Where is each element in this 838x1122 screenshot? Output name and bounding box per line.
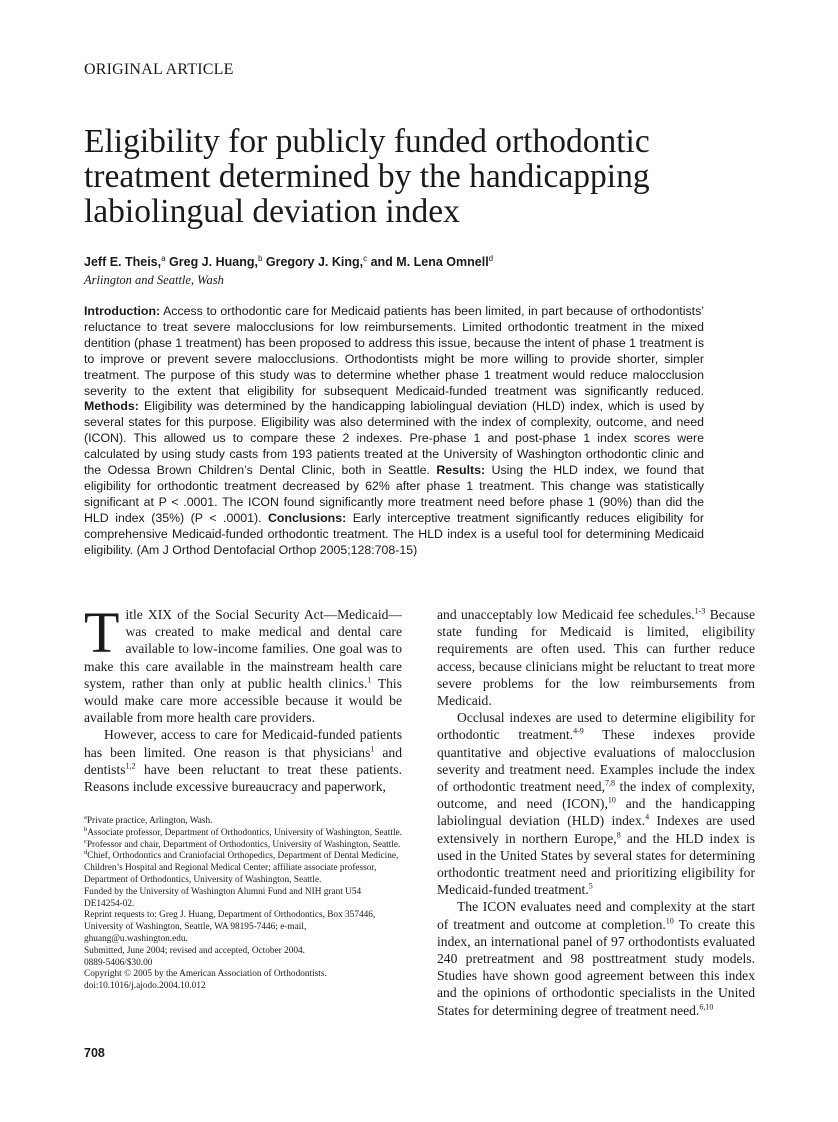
body-column-right (437, 606, 755, 1019)
page-number: 708 (84, 1046, 105, 1060)
citation-ref: 4-9 (573, 726, 584, 736)
funding-note: Funded by the University of Washington Alumni Fund and NIH grant U54 DE14254-02. (84, 886, 362, 909)
text-run: Because state funding for Medicaid is limited, eligibility requirements are often used. This can further reduce access, because clinicians might be reluctant to treat more severe problems for the low reimbursements from Medicaid. (437, 607, 755, 709)
paragraph-content (437, 899, 755, 1017)
body-paragraph (84, 726, 402, 795)
text-run: itle XIX of the Social Security Act—Medicaid—was created to make medical and dental care available to low-income families. One goal was to make this care available in the mainstream health care system, rather than only at public health clinics. (84, 607, 402, 691)
text-run: To create this index, an international panel of 97 orthodontists evaluated 240 pretreatment and 98 posttreatment study models. Studies have shown good agreement between this index and the opinions of orthodontic specialists in the United States for determining degree of treatment need. (437, 916, 755, 1018)
text-run: However, access to care for Medicaid-funded patients has been limited. One reason is that physicians (84, 727, 402, 760)
author-name: Greg J. Huang, (165, 255, 258, 270)
author-name: Jeff E. Theis, (84, 255, 162, 270)
abstract-label: Results: (436, 463, 486, 478)
body-paragraph (437, 709, 755, 898)
citation-ref: 5 (588, 881, 593, 891)
citation-ref: 1,2 (125, 761, 136, 771)
title-line: Eligibility for publicly funded orthodontic (84, 123, 650, 160)
footnote-mark: a (84, 813, 87, 821)
abstract-text: Using the HLD index, we found that eligibility for orthodontic treatment decreased by 62% after phase 1 treatment. This change was statistically significant at P < .0001. The ICON found significantly more treatment need before phase 1 (90%) than did the HLD index (35%) (P < .0001). (84, 463, 704, 525)
citation-ref: 10 (607, 795, 616, 805)
footnote-mark: d (84, 849, 88, 857)
doi: doi:10.1016/j.ajodo.2004.10.012 (84, 981, 206, 992)
author-name: Gregory J. King, (262, 255, 364, 270)
body-paragraph (437, 898, 755, 1018)
text-run: have been reluctant to treat these patients. Reasons include excessive bureaucracy and paperwork, (84, 761, 402, 795)
abstract-text: Eligibility was determined by the handicapping labiolingual deviation (HLD) index, which is used by several states for this purpose. Eligibility was also determined with the index of complexity, outcome, and need (ICON). This allowed us to compare these 2 indexes. Pre-phase 1 and post-phase 1 index scores were calculated by using study casts from 193 patients treated at the University of Washington orthodontic clinic and the Odessa Brown Children’s Dental Clinic, both in Seattle. (84, 399, 704, 478)
footnote-mark: b (84, 825, 88, 833)
issn-price: 0889-5406/$30.00 (84, 957, 153, 968)
citation-ref: 10 (665, 916, 674, 926)
text-run: Indexes are used extensively in northern Europe, (437, 813, 756, 846)
reprint-requests (84, 910, 402, 945)
text-run: This would make care more accessible because it would be available from more health care providers. (84, 675, 402, 726)
body-paragraph (84, 600, 402, 726)
title-line: treatment determined by the handicapping (84, 158, 650, 195)
drop-cap: T (84, 600, 120, 665)
abstract (84, 304, 704, 559)
abstract-label: Methods: (84, 399, 139, 414)
body-paragraph (437, 606, 755, 709)
footnote (84, 837, 402, 852)
citation-ref: 1-3 (694, 606, 706, 616)
article-title (84, 124, 764, 229)
footnote (84, 813, 402, 828)
text-run: and dentists (84, 744, 402, 777)
paragraph-content (437, 710, 755, 897)
paragraph-content (84, 727, 402, 794)
citation-ref: 6,10 (699, 1002, 714, 1012)
text-run: and the handicapping labiolingual deviation (HLD) index. (437, 796, 755, 829)
text-run: the index of complexity, outcome, and need (ICON), (437, 779, 755, 812)
abstract-text: Early interceptive treatment significantly reduces eligibility for comprehensive Medicaid-funded orthodontic treatment. The HLD index is a useful tool for determining Medicaid eligibility. (Am J Orthod Dentofacial Orthop 2005;128:708-15) (84, 510, 704, 557)
author-location: Arlington and Seattle, Wash (84, 273, 224, 287)
citation-ref: 8 (616, 830, 621, 840)
footnote-mark: c (84, 837, 87, 845)
footnote-text: Associate professor, Department of Orthodontics, University of Washington, Seattle. (87, 827, 402, 838)
footnote (84, 825, 402, 840)
body-column-left (84, 600, 402, 795)
title-line: labiolingual deviation index (84, 193, 460, 230)
citation-ref: 7,8 (605, 778, 616, 788)
author-affiliation-mark: b (257, 254, 263, 263)
footnote-text: Professor and chair, Department of Orthodontics, University of Washington, Seattle. (86, 839, 401, 850)
author-affiliation-mark: c (363, 254, 368, 263)
text-run: Occlusal indexes are used to determine eligibility for orthodontic treatment. (437, 710, 755, 743)
footnote-text: Chief, Orthodontics and Craniofacial Orthopedics, Department of Dental Medicine, Children’s Hospital and Regional Medical Center; affiliate associate professor, Department of Orthodontics, University of Washington, Seattle. (84, 851, 399, 885)
submission-dates: Submitted, June 2004; revised and accepted, October 2004. (84, 945, 306, 956)
footnote-text: Private practice, Arlington, Wash. (86, 816, 213, 826)
abstract-label: Introduction: (84, 304, 161, 318)
text-run: and unacceptably low Medicaid fee schedules. (437, 607, 695, 622)
citation-ref: 4 (645, 812, 650, 822)
footnotes (84, 813, 402, 993)
citation-ref: 1 (367, 675, 372, 685)
copyright-notice: Copyright © 2005 by the American Association of Orthodontists. (84, 969, 327, 980)
abstract-text: Access to orthodontic care for Medicaid patients has been limited, in part because of orthodontists’ reluctance to treat severe malocclusions for low reimbursements. Limited orthodontic treatment in the mixed dentition (phase 1 treatment) has been proposed to address this issue, because the intent of phase 1 treatment is to improve or prevent severe malocclusions. Orthodontists might be more willing to provide shorter, simpler treatment. The purpose of this study was to determine whether phase 1 treatment would reduce malocclusion severity to the extent that eligibility for subsequent Medicaid-funded treatment was significantly reduced. (84, 304, 704, 398)
citation-ref: 1 (370, 744, 375, 754)
text-run: The ICON evaluates need and complexity at the start of treatment and outcome at completion. (437, 899, 755, 932)
author-affiliation-mark: d (488, 254, 494, 263)
text-run: and the HLD index is used in the United States by several states for determining orthodontic treatment need and prioritizing eligibility for Medicaid-funded treatment. (437, 830, 755, 898)
paragraph-content (437, 607, 755, 708)
section-label: ORIGINAL ARTICLE (84, 61, 234, 78)
text-run: These indexes provide quantitative and objective evaluations of malocclusion severity and treatment need. Examples include the index of orthodontic treatment need, (437, 727, 755, 795)
author-affiliation-mark: a (161, 254, 166, 263)
author-name: and M. Lena Omnell (367, 255, 489, 270)
abstract-label: Conclusions: (268, 510, 347, 525)
reprint-text: Reprint requests to: Greg J. Huang, Department of Orthodontics, Box 357446, University of Washington, Seattle, WA 98195-7446; e-mail, ghuang@u.washington.edu. (84, 910, 376, 944)
paragraph-content (84, 600, 402, 726)
footnote (84, 851, 402, 886)
author-list (84, 254, 493, 269)
